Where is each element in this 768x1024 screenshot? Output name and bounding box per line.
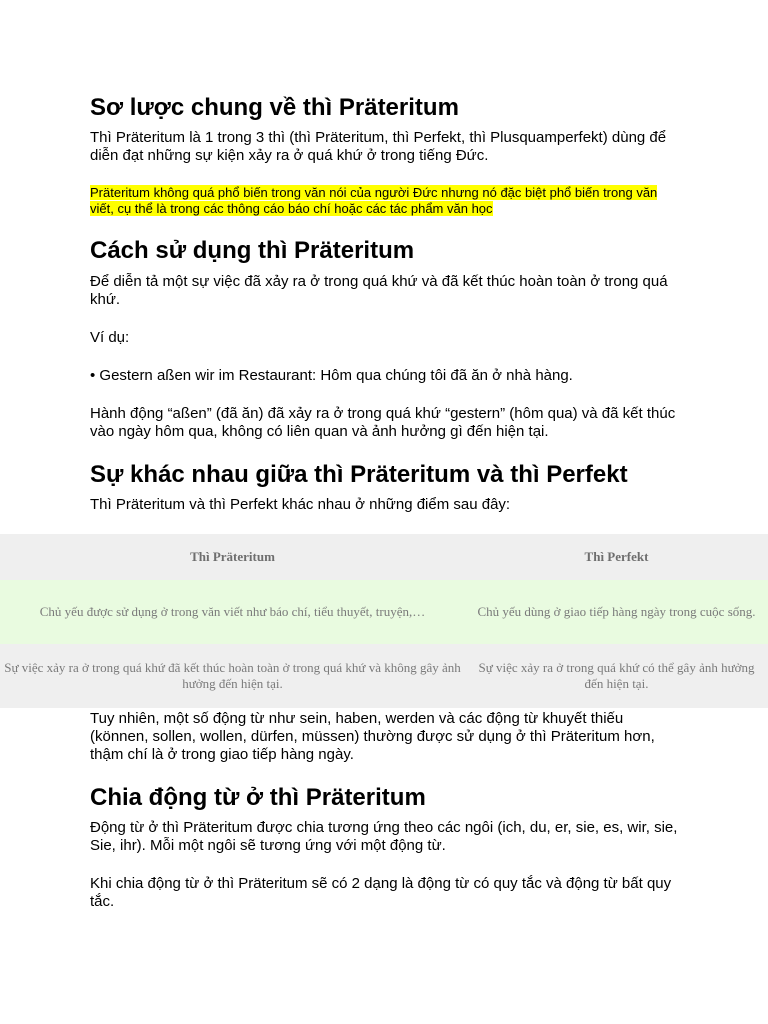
- heading-difference: Sự khác nhau giữa thì Präteritum và thì Perfekt: [90, 461, 628, 488]
- example-bullet: • Gestern aßen wir im Restaurant: Hôm qua chúng tôi đã ăn ở nhà hàng.: [90, 367, 573, 384]
- heading-conjugation: Chia động từ ở thì Präteritum: [90, 784, 426, 811]
- table-header-perfekt: Thì Perfekt: [584, 549, 649, 564]
- table-row: [0, 580, 768, 644]
- table-header-prateritum: Thì Präteritum: [190, 549, 275, 564]
- paragraph-conjugation-types: Khi chia động từ ở thì Präteritum sẽ có 2 dạng là động từ có quy tắc và động từ bất quy tắc.: [90, 875, 672, 910]
- table-cell: Sự việc xảy ra ở trong quá khứ có thể gây ảnh hưởng đến hiện tại.: [478, 660, 755, 691]
- paragraph-conjugation: Động từ ở thì Präteritum được chia tương ứng theo các ngôi (ich, du, er, sie, es, wir, sie, Sie, ihr). Mỗi một ngôi sẽ tương ứng với một động từ.: [90, 819, 678, 854]
- highlight-note: [90, 185, 680, 217]
- table-header-row: [0, 534, 768, 580]
- heading-overview: Sơ lược chung về thì Präteritum: [90, 94, 459, 121]
- table-cell: Chủ yếu dùng ở giao tiếp hàng ngày trong cuộc sống.: [477, 604, 756, 619]
- paragraph-overview: Thì Präteritum là 1 trong 3 thì (thì Präteritum, thì Perfekt, thì Plusquamperfekt) dùng để diễn đạt những sự kiện xảy ra ở quá khứ ở trong tiếng Đức.: [90, 129, 667, 164]
- comparison-table: [0, 534, 768, 708]
- paragraph-difference-note: Tuy nhiên, một số động từ như sein, haben, werden và các động từ khuyết thiếu (können, sollen, wollen, dürfen, müssen) thường được sử dụng ở thì Präteritum hơn, thậm chí là ở trong giao tiếp hàng ngày.: [90, 710, 655, 763]
- table-row: [0, 644, 768, 708]
- paragraph-usage: Để diễn tả một sự việc đã xảy ra ở trong quá khứ và đã kết thúc hoàn toàn ở trong quá khứ.: [90, 273, 668, 308]
- table-cell: Sự việc xảy ra ở trong quá khứ đã kết thúc hoàn toàn ở trong quá khứ và không gây ảnh hưởng đến hiện tại.: [4, 660, 461, 691]
- example-label: Ví dụ:: [90, 329, 130, 346]
- example-explanation: Hành động “aßen” (đã ăn) đã xảy ra ở trong quá khứ “gestern” (hôm qua) và đã kết thúc vào ngày hôm qua, không có liên quan và ảnh hưởng gì đến hiện tại.: [90, 405, 676, 440]
- paragraph-difference-intro: Thì Präteritum và thì Perfekt khác nhau ở những điểm sau đây:: [90, 496, 511, 513]
- highlighted-text: Präteritum không quá phổ biến trong văn nói của người Đức nhưng nó đặc biệt phổ biến trong văn viết, cụ thể là trong các thông cáo báo chí hoặc các tác phẩm văn học: [90, 185, 658, 216]
- heading-usage: Cách sử dụng thì Präteritum: [90, 237, 415, 264]
- table-cell: Chủ yếu được sử dụng ở trong văn viết như báo chí, tiểu thuyết, truyện,…: [39, 604, 426, 619]
